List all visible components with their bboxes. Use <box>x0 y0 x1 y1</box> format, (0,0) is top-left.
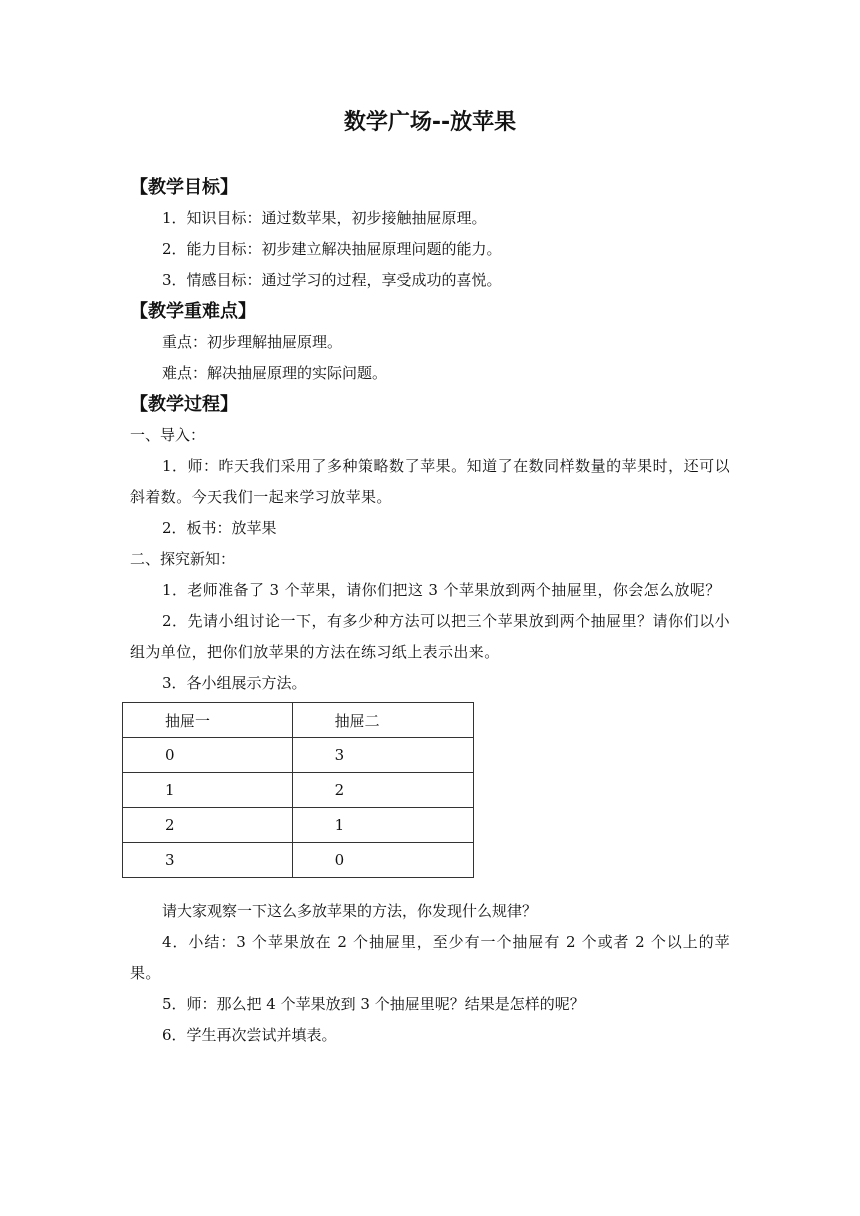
table-cell: 1 <box>123 773 293 808</box>
paragraph: 1．老师准备了 3 个苹果，请你们把这 3 个苹果放到两个抽屉里，你会怎么放呢？ <box>162 581 721 599</box>
key-point-item: 重点：初步理解抽屉原理。 <box>162 333 343 351</box>
table-header-row <box>123 703 474 738</box>
table-cell: 0 <box>292 843 473 878</box>
process-heading: 【教学过程】 <box>130 394 238 415</box>
table-row <box>123 738 474 773</box>
paragraph: 3．各小组展示方法。 <box>162 674 307 692</box>
paragraph: 6．学生再次尝试并填表。 <box>162 1026 337 1044</box>
paragraph: 请大家观察一下这么多放苹果的方法，你发现什么规律？ <box>162 902 538 920</box>
table-cell: 2 <box>292 773 473 808</box>
table-cell: 3 <box>292 738 473 773</box>
objective-item: 2．能力目标：初步建立解决抽屉原理问题的能力。 <box>162 240 502 258</box>
objectives-heading: 【教学目标】 <box>130 177 238 198</box>
document-body <box>130 172 730 1051</box>
paragraph: 2．先请小组讨论一下，有多少种方法可以把三个苹果放到两个抽屉里？请你们以小组为单位，把你们放苹果的方法在练习纸上表示出来。 <box>130 612 730 661</box>
paragraph: 4．小结：3 个苹果放在 2 个抽屉里，至少有一个抽屉有 2 个或者 2 个以上的苹果。 <box>130 933 730 982</box>
drawer-table <box>122 702 474 878</box>
part2-title: 二、探究新知： <box>130 550 236 568</box>
paragraph: 1．师：昨天我们采用了多种策略数了苹果。知道了在数同样数量的苹果时，还可以斜着数。今天我们一起来学习放苹果。 <box>130 457 730 506</box>
paragraph: 5．师：那么把 4 个苹果放到 3 个抽屉里呢？结果是怎样的呢？ <box>162 995 585 1013</box>
table-row <box>123 773 474 808</box>
objective-item: 1．知识目标：通过数苹果，初步接触抽屉原理。 <box>162 209 487 227</box>
table-cell: 0 <box>123 738 293 773</box>
spacer <box>130 878 730 896</box>
table-cell: 1 <box>292 808 473 843</box>
table-header-cell: 抽屉一 <box>123 703 293 738</box>
objective-item: 3．情感目标：通过学习的过程，享受成功的喜悦。 <box>162 271 502 289</box>
key-point-item: 难点：解决抽屉原理的实际问题。 <box>162 364 388 382</box>
table-cell: 3 <box>123 843 293 878</box>
table-header-cell: 抽屉二 <box>292 703 473 738</box>
key-points-heading: 【教学重难点】 <box>130 301 256 322</box>
table-cell: 2 <box>123 808 293 843</box>
page-title: 数学广场--放苹果 <box>343 110 517 135</box>
part1-title: 一、导入： <box>130 426 206 444</box>
table-row <box>123 843 474 878</box>
paragraph: 2．板书：放苹果 <box>162 519 277 537</box>
table-row <box>123 808 474 843</box>
